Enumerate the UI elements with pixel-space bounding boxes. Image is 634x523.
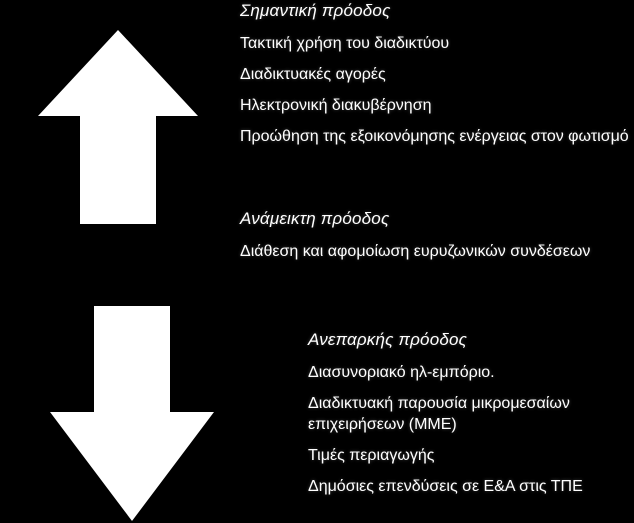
list-item: Τιμές περιαγωγής [308,447,435,464]
list-item: Διαδικτυακή παρουσία μικρομεσαίων επιχειρήσεων (ΜΜΕ) [308,395,570,433]
list-item: Διαδικτυακές αγορές [240,66,386,83]
list-item: Ηλεκτρονική διακυβέρνηση [240,97,432,114]
insufficient-progress-section [304,329,634,507]
significant-progress-section [236,0,634,157]
arrow-down-icon [50,306,214,521]
insufficient-progress-heading: Ανεπαρκής πρόοδος [308,330,468,349]
significant-progress-heading: Σημαντική πρόοδος [240,1,391,20]
list-item: Διασυνοριακό ηλ-εμπόριο. [308,364,495,381]
list-item: Τακτική χρήση του διαδικτύου [240,35,450,52]
mixed-progress-section [236,208,634,272]
mixed-progress-list [236,241,634,262]
arrow-up-icon [38,30,198,224]
insufficient-progress-list [304,362,634,497]
list-item: Προώθηση της εξοικονόμησης ενέργειας στον φωτισμό [240,128,629,145]
list-item: Διάθεση και αφομοίωση ευρυζωνικών συνδέσεων [240,243,591,260]
list-item: Δημόσιες επενδύσεις σε Ε&Α στις ΤΠΕ [308,478,583,495]
significant-progress-list [236,33,634,147]
mixed-progress-heading: Ανάμεικτη πρόοδος [240,209,390,228]
